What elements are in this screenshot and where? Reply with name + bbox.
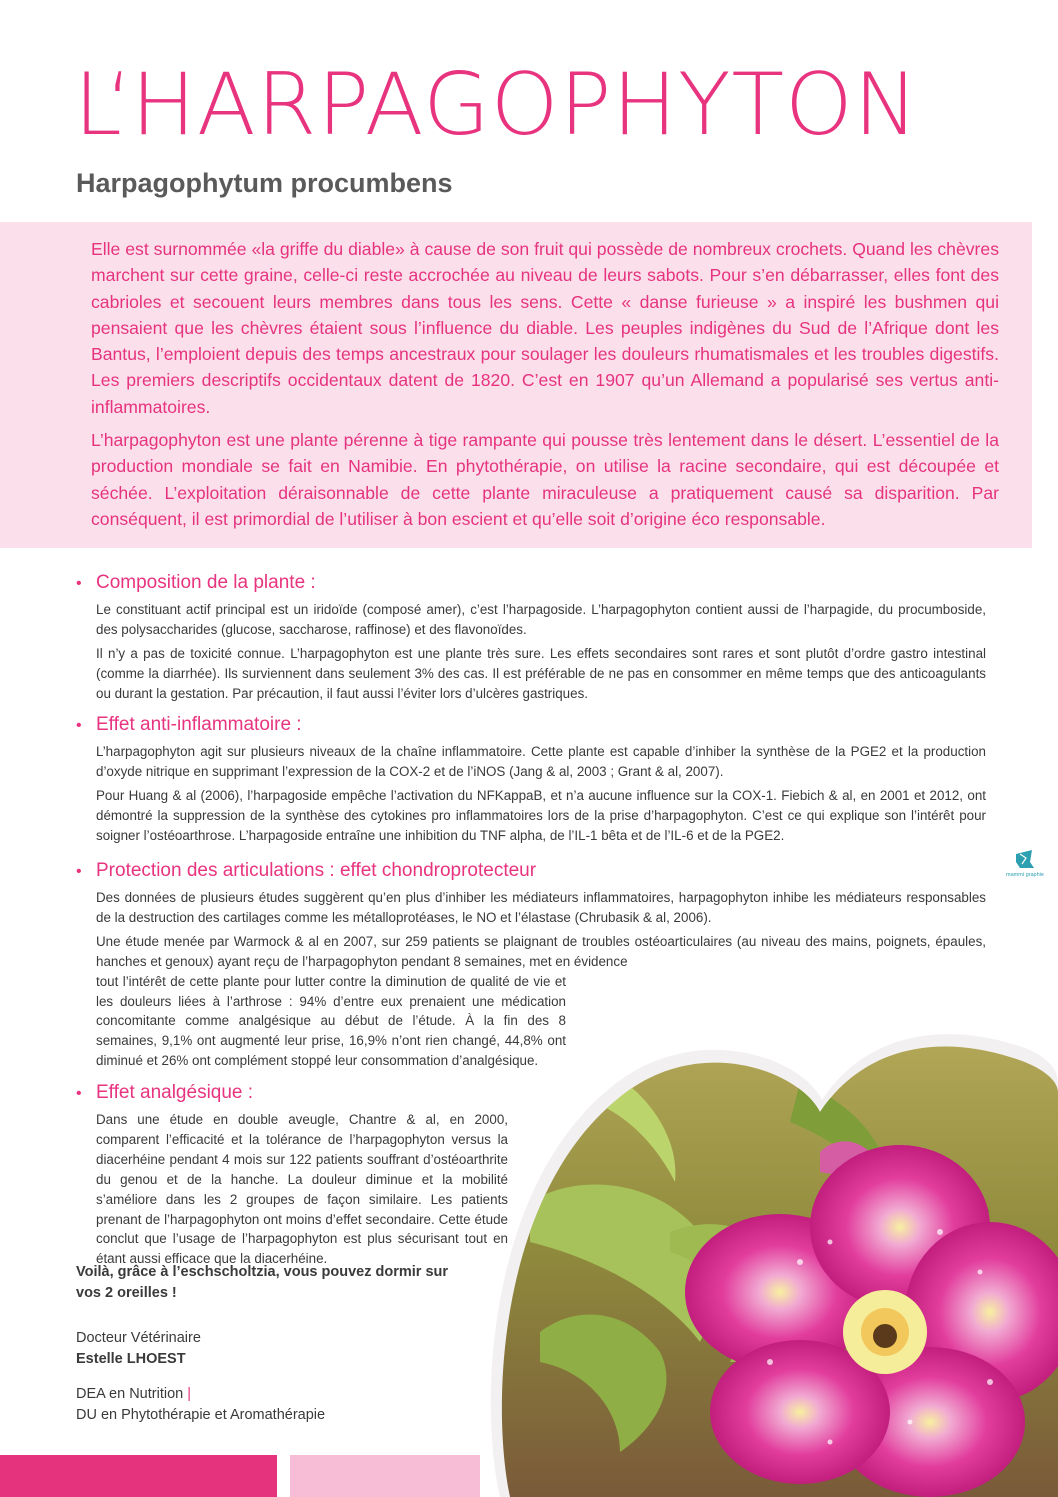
section-heading: Effet analgésique :	[96, 1082, 254, 1103]
author-role: Docteur Vétérinaire	[76, 1330, 201, 1346]
author-degree: DEA en Nutrition	[76, 1386, 184, 1402]
section-paragraph: Une étude menée par Warmock & al en 2007, sur 259 patients se plaignant de troubles ostéoarticulaires (au niveau des mains, poignets, épaules, hanches et genoux) ayant reçu de l’harpagophyton pendant 8 semaines, met en évidence	[96, 933, 986, 969]
intro-paragraph: L’harpagophyton est une plante pérenne à tige rampante qui pousse très lentement dans le désert. L’essentiel de la production mondiale se fait en Namibie. En phytothérapie, on utilise la racine secondaire, qui est découpée et séchée. L’exploitation déraisonnable de cette plante miraculeuse a pratiquement causé sa disparition. Par conséquent, il est primordial de l’utiliser à bon escient et qu’elle soit d’origine éco responsable.	[91, 430, 999, 529]
section-heading: Composition de la plante :	[96, 572, 316, 593]
bullet-icon: •	[76, 863, 82, 880]
page-subtitle: Harpagophytum procumbens	[76, 168, 453, 198]
section-paragraph: Il n’y a pas de toxicité connue. L’harpagophyton est une plante très sure. Les effets secondaires sont rares et sont plutôt d’ordre gastro intestinal (comme la diarrhée). Ils surviennent dans seulement 3% des cas. Il est préférable de ne pas en consommer en même temps que des anticoagulants ou durant la gestation. Par précaution, il faut aussi l’éviter lors d’ulcères gastriques.	[96, 645, 986, 701]
section-paragraph: Des données de plusieurs études suggèrent qu’en plus d’inhiber les médiateurs inflammatoires, harpagophyton inhibe les médiateurs responsables de la destruction des cartilages comme les métalloprotéases, le NO et l’élastase (Chrubasik & al, 2006).	[96, 890, 986, 925]
footer-bar-light	[290, 1455, 480, 1497]
flower-photo	[470, 1002, 1058, 1497]
bullet-icon: •	[76, 575, 82, 592]
logo-text: mammi graphie	[1006, 872, 1044, 878]
section-heading: Effet anti-inflammatoire :	[96, 714, 302, 735]
author-name: Estelle LHOEST	[76, 1351, 186, 1367]
section-heading: Protection des articulations : effet chondroprotecteur	[96, 860, 537, 881]
separator: |	[187, 1386, 192, 1402]
section-paragraph: L’harpagophyton agit sur plusieurs niveaux de la chaîne inflammatoire. Cette plante est capable d’inhiber la synthèse de la PGE2 et la production d’oxyde nitrique en supprimant l’expression de la COX-2 et de l’iNOS (Jang & al, 2003 ; Grant & al, 2007).	[96, 744, 986, 779]
bullet-icon: •	[76, 717, 82, 734]
author-degree: DU en Phytothérapie et Aromathérapie	[76, 1407, 326, 1423]
closing-note: Voilà, grâce à l’eschscholtzia, vous pouvez dormir sur vos 2 oreilles !	[76, 1264, 449, 1301]
section-paragraph: Pour Huang & al (2006), l’harpagoside empêche l’activation du NFKappaB, et n’a aucune influence sur la COX-1. Fiebich & al, en 2001 et 2012, ont démontré la suppression de la synthèse des cytokines pro inflammatoires lors de la prise d’harpagophyton. C’est ce qui explique son l’intérêt pour soigner l’ostéoarthrose. L’harpagoside entraîne une inhibition du TNF alpha, de l’IL-1 bêta et de l’IL-6 et de la PGE2.	[96, 787, 986, 843]
intro-box	[0, 222, 1032, 548]
bullet-icon: •	[76, 1085, 82, 1102]
mammi-graphie-logo-icon	[1006, 848, 1044, 888]
intro-paragraph: Elle est surnommée «la griffe du diable» à cause de son fruit qui possède de nombreux crochets. Quand les chèvres marchent sur cette graine, celle-ci reste accrochée au niveau de leurs sabots. Pour s’en débarrasser, elles font des cabrioles et secouent leurs membres dans tous les sens. Cette « danse furieuse » a inspiré les bushmen qui pensaient que les chèvres étaient sous l’influence du diable. Les peuples indigènes du Sud de l’Afrique dont les Bantus, l’emploient depuis des temps ancestraux pour soulager les douleurs rhumatismales et les troubles digestifs. Les premiers descriptifs occidentaux datent de 1820. C’est en 1907 qu’un Allemand a popularisé ses vertus anti-inflammatoires.	[91, 239, 999, 417]
footer-bar-dark	[0, 1455, 277, 1497]
section-paragraph: Le constituant actif principal est un iridoïde (composé amer), c’est l’harpagoside. L’harpagophyton contient aussi de l’harpagide, du procumboside, des polysaccharides (glucose, saccharose, raffinose) et des flavonoïdes.	[96, 602, 986, 637]
section-anti-inflammatory	[76, 714, 986, 850]
page-title: L‘HARPAGOPHYTON	[74, 55, 920, 155]
section-paragraph: tout l’intérêt de cette plante pour lutter contre la diminution de qualité de vie et les douleurs liées à l’arthrose : 94% d’entre eux prenaient une médication concomitante comme analgésique au début de l’étude. À la fin des 8 semaines, 9,1% ont augmenté leur prise, 16,9% n’ont rien changé, 44,8% ont diminué et 26% ont complément stoppé leur consommation d’analgésique.	[96, 973, 566, 1069]
section-paragraph: Dans une étude en double aveugle, Chantre & al, en 2000, comparent l’efficacité et la tolérance de l’harpagophyton versus la diacerhéine pendant 4 mois sur 122 patients souffrant d’ostéoarthrite du genou et de la hanche. La douleur diminue et la mobilité s’améliore dans les 2 groupes de façon similaire. Les patients prenant de l’harpagophyton ont moins d’effet secondaire. Cette étude conclut que l’usage de l’harpagophyton est plus sécurisant tout en étant aussi efficace que la diacerhéine.	[96, 1112, 508, 1267]
section-composition	[76, 572, 986, 708]
author-signature	[76, 1328, 325, 1426]
